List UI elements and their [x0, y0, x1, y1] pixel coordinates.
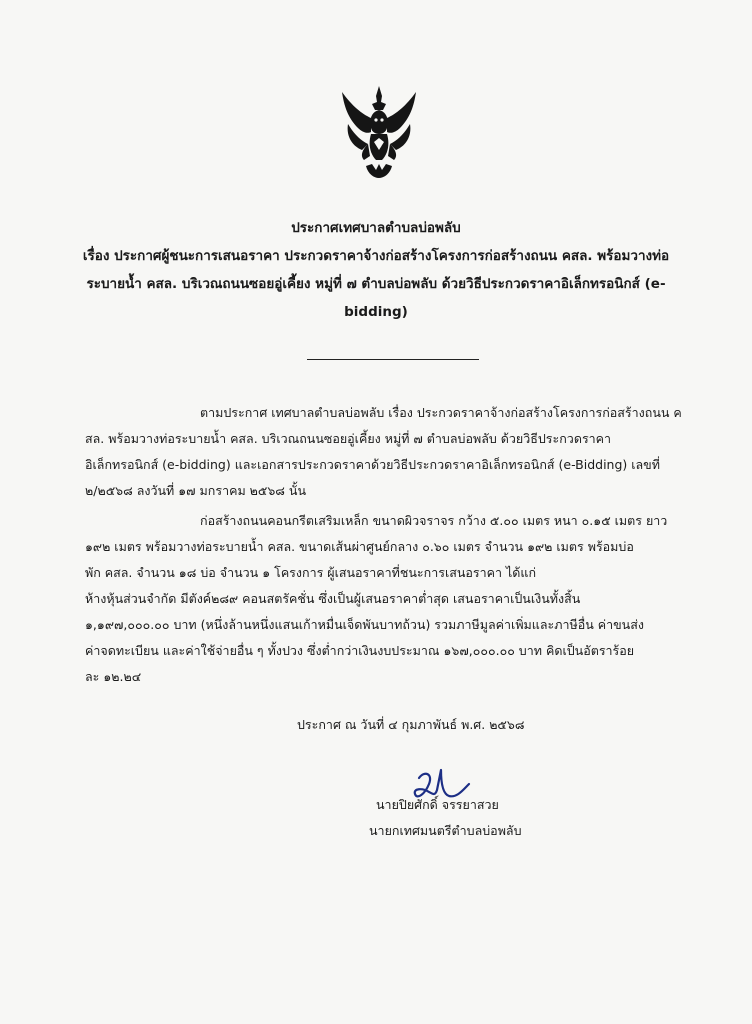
paragraph-1-line: อิเล็กทรอนิกส์ (e-bidding) และเอกสารประกวดราคาด้วยวิธีประกวดราคาอิเล็กทรอนิกส์ (e-Bidding) เลขที่: [85, 457, 660, 472]
paragraph-1-line: ๒/๒๕๖๘ ลงวันที่ ๑๗ มกราคม ๒๕๖๘ นั้น: [85, 483, 307, 498]
paragraph-2-line: ละ ๑๒.๒๔: [85, 669, 142, 684]
announcement-date: ประกาศ ณ วันที่ ๔ กุมภาพันธ์ พ.ศ. ๒๕๖๘: [297, 717, 525, 732]
paragraph-2-line: ๑,๑๙๗,๐๐๐.๐๐ บาท (หนึ่งล้านหนึ่งแสนเก้าหมื่นเจ็ดพันบาทถ้วน) รวมภาษีมูลค่าเพิ่มและภาษีอื่น ค่าขนส่ง: [85, 617, 644, 632]
paragraph-2-line: ห้างหุ้นส่วนจำกัด มีตังค์๒๘๙ คอนสตรัคชั่น ซึ่งเป็นผู้เสนอราคาต่ำสุด เสนอราคาเป็นเงินทั้งสิ้น: [85, 591, 581, 606]
paragraph-1-line: ตามประกาศ เทศบาลตำบลบ่อพลับ เรื่อง ประกวดราคาจ้างก่อสร้างโครงการก่อสร้างถนน ค: [200, 405, 682, 420]
subject-line-3: bidding): [344, 304, 408, 320]
subject-line-2: ระบายน้ำ คสล. บริเวณถนนซอยอู่เคี้ยง หมู่ที่ ๗ ตำบลบ่อพลับ ด้วยวิธีประกวดราคาอิเล็กทรอนิกส์ (e-: [86, 276, 666, 292]
paragraph-2-line: พัก คสล. จำนวน ๑๘ บ่อ จำนวน ๑ โครงการ ผู้เสนอราคาที่ชนะการเสนอราคา ได้แก่: [85, 565, 537, 580]
subject-line-1: เรื่อง ประกาศผู้ชนะการเสนอราคา ประกวดราคาจ้างก่อสร้างโครงการก่อสร้างถนน คสล. พร้อมวางท่อ: [82, 248, 670, 264]
announcement-title: ประกาศเทศบาลตำบลบ่อพลับ: [291, 220, 461, 236]
signer-title: นายกเทศมนตรีตำบลบ่อพลับ: [369, 823, 522, 838]
signer-name: นายปิยศักดิ์ จรรยาสวย: [376, 797, 499, 812]
paragraph-1-line: สล. พร้อมวางท่อระบายน้ำ คสล. บริเวณถนนซอยอู่เคี้ยง หมู่ที่ ๗ ตำบลบ่อพลับ ด้วยวิธีประกวดราคา: [85, 431, 612, 446]
paragraph-2-line: ก่อสร้างถนนคอนกรีตเสริมเหล็ก ขนาดผิวจราจร กว้าง ๕.๐๐ เมตร หนา ๐.๑๕ เมตร ยาว: [200, 513, 668, 528]
divider: [307, 359, 479, 360]
garuda-emblem-icon: [338, 84, 420, 182]
paragraph-2-line: ค่าจดทะเบียน และค่าใช้จ่ายอื่น ๆ ทั้งปวง ซึ่งต่ำกว่าเงินงบประมาณ ๑๖๗,๐๐๐.๐๐ บาท คิดเป็นอัตราร้อย: [85, 643, 635, 658]
paragraph-2-line: ๑๙๒ เมตร พร้อมวางท่อระบายน้ำ คสล. ขนาดเส้นผ่าศูนย์กลาง ๐.๖๐ เมตร จำนวน ๑๙๒ เมตร พร้อมบ่อ: [85, 539, 634, 554]
